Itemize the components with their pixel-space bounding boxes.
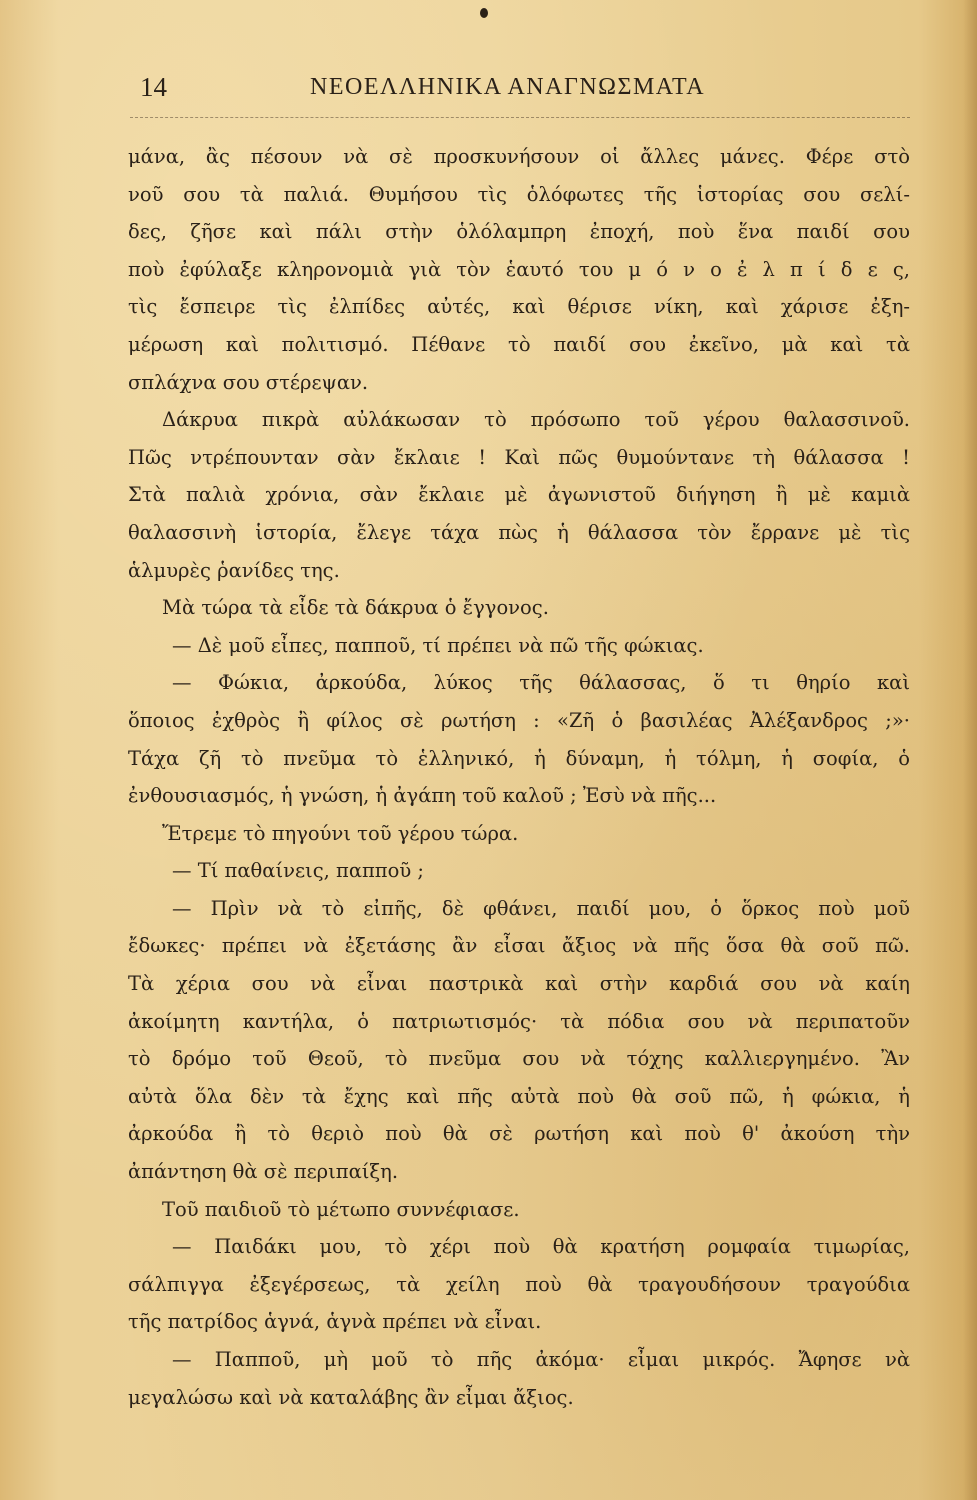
text-line: σάλπιγγα ἐξεγέρσεως, τὰ χείλη ποὺ θὰ τραγουδήσουν τραγούδια: [128, 1272, 910, 1296]
text-line: Τοῦ παιδιοῦ τὸ μέτωπο συννέφιασε.: [162, 1197, 520, 1221]
text-line: μάνα, ἂς πέσουν νὰ σὲ προσκυνήσουν οἱ ἄλλες μάνες. Φέρε στὸ: [128, 145, 910, 168]
text-line: — Φώκια, ἀρκούδα, λύκος τῆς θάλασσας, ὅ τι θηρίο καὶ: [172, 671, 910, 695]
text-line: αὐτὰ ὅλα δὲν τὰ ἔχης καὶ πῆς αὐτὰ ποὺ θὰ σοῦ πῶ, ἡ φώκια, ἡ: [128, 1084, 910, 1108]
text-line: — Παπποῦ, μὴ μοῦ τὸ πῆς ἀκόμα· εἶμαι μικρός. Ἄφησε νὰ: [172, 1348, 910, 1371]
text-line: θαλασσινὴ ἱστορία, ἔλεγε τάχα πὼς ἡ θάλασσα τὸν ἔρρανε μὲ τὶς: [128, 520, 910, 544]
text-line: μέρωση καὶ πολιτισμό. Πέθανε τὸ παιδί σου ἐκεῖνο, μὰ καὶ τὰ: [128, 332, 910, 356]
text-line: Δάκρυα πικρὰ αὐλάκωσαν τὸ πρόσωπο τοῦ γέρου θαλασσινοῦ.: [162, 408, 910, 432]
text-line: — Τί παθαίνεις, παπποῦ ;: [172, 859, 424, 883]
text-line: ὅποιος ἐχθρὸς ἢ φίλος σὲ ρωτήση : «Ζῆ ὁ βασιλέας Ἀλέξανδρος ;»·: [128, 708, 910, 732]
text-line: δες, ζῆσε καὶ πάλι στὴν ὁλόλαμπρη ἐποχή, ποὺ ἕνα παιδί σου: [128, 220, 910, 244]
text-line: σπλάχνα σου στέρεψαν.: [128, 370, 369, 394]
text-line: τὶς ἔσπειρε τὶς ἐλπίδες αὐτές, καὶ θέρισε νίκη, καὶ χάρισε ἐξη-: [128, 295, 910, 319]
text-line: μεγαλώσω καὶ νὰ καταλάβης ἂν εἶμαι ἄξιος.: [128, 1385, 574, 1409]
text-line: ἔδωκες· πρέπει νὰ ἐξετάσης ἂν εἶσαι ἄξιος νὰ πῆς ὅσα θὰ σοῦ πῶ.: [128, 934, 910, 958]
text-line: Τάχα ζῆ τὸ πνεῦμα τὸ ἑλληνικό, ἡ δύναμη, ἡ τόλμη, ἡ σοφία, ὁ: [128, 746, 910, 770]
text-line: — Δὲ μοῦ εἶπες, παπποῦ, τί πρέπει νὰ πῶ τῆς φώκιας.: [172, 633, 704, 657]
text-line: Μὰ τώρα τὰ εἶδε τὰ δάκρυα ὁ ἔγγονος.: [162, 596, 549, 620]
text-line: Στὰ παλιὰ χρόνια, σὰν ἔκλαιε μὲ ἀγωνιστοῦ διήγηση ἢ μὲ καμιὰ: [128, 483, 910, 507]
running-head: ΝΕΟΕΛΛΗΝΙΚΑ ΑΝΑΓΝΩΣΜΑΤΑ: [310, 74, 706, 100]
text-line: ἀρκούδα ἢ τὸ θεριὸ ποὺ θὰ σὲ ρωτήση καὶ ποὺ θ' ἀκούση τὴν: [128, 1122, 910, 1146]
text-line: ἁλμυρὲς ῥανίδες της.: [128, 558, 340, 582]
page-edge-shadow: [963, 0, 977, 1500]
body-text: [128, 138, 910, 1416]
text-line: ἀπάντηση θὰ σὲ περιπαίξη.: [128, 1160, 399, 1184]
page-header: [140, 64, 912, 114]
text-line: ἀκοίμητη καντήλα, ὁ πατριωτισμός· τὰ πόδια σου νὰ περιπατοῦν: [128, 1009, 910, 1033]
ink-dot: [480, 8, 488, 18]
header-rule: [130, 117, 910, 118]
text-line: νοῦ σου τὰ παλιά. Θυμήσου τὶς ὁλόφωτες τῆς ἱστορίας σου σελί-: [128, 182, 910, 206]
text-line: τῆς πατρίδος ἁγνά, ἁγνὰ πρέπει νὰ εἶναι.: [128, 1310, 542, 1334]
page-number: 14: [140, 72, 167, 102]
text-line: ἐνθουσιασμός, ἡ γνώση, ἡ ἀγάπη τοῦ καλοῦ ; Ἐσὺ νὰ πῆς...: [128, 784, 717, 808]
text-line: ποὺ ἐφύλαξε κληρονομιὰ γιὰ τὸν ἑαυτό του μ ό ν ο ἐ λ π ί δ ε ς,: [128, 257, 910, 281]
text-line: Ἔτρεμε τὸ πηγούνι τοῦ γέρου τώρα.: [162, 821, 519, 845]
text-line: — Παιδάκι μου, τὸ χέρι ποὺ θὰ κρατήση ρομφαία τιμωρίας,: [172, 1235, 910, 1259]
text-line: Τὰ χέρια σου νὰ εἶναι παστρικὰ καὶ στὴν καρδιά σου νὰ καίη: [128, 972, 910, 996]
text-line: — Πρὶν νὰ τὸ εἰπῆς, δὲ φθάνει, παιδί μου, ὁ ὅρκος ποὺ μοῦ: [172, 896, 910, 920]
text-line: τὸ δρόμο τοῦ Θεοῦ, τὸ πνεῦμα σου νὰ τόχης καλλιεργημένο. Ἂν: [128, 1047, 910, 1071]
text-line: Πῶς ντρέπουνταν σὰν ἔκλαιε ! Καὶ πῶς θυμούντανε τὴ θάλασσα !: [128, 445, 910, 469]
